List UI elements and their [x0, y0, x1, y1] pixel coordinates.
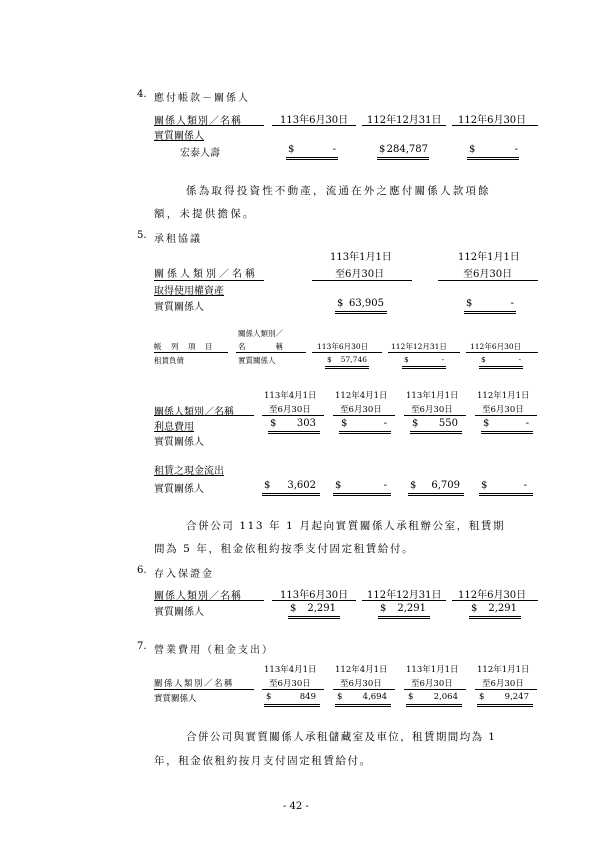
- section5-tableC-r1-value-2: -: [383, 418, 387, 429]
- section7-header-rule-3: [333, 689, 395, 690]
- section4-currency-3: $: [469, 144, 476, 155]
- section5-tableC-r1-total-4b: [481, 433, 533, 434]
- section5-tableC-row2: 實質關係人: [154, 484, 204, 495]
- section4-number: 4.: [137, 89, 147, 100]
- section6-total-rule-2: [378, 616, 430, 617]
- section5-tableB-row-type: 實質關係人: [238, 356, 276, 365]
- section4-value-3: -: [514, 144, 518, 155]
- section4-total-rule-3: [467, 157, 519, 158]
- section7-total-rule-1: [264, 704, 320, 705]
- section7-value-3: 2,064: [433, 692, 458, 702]
- section7-number: 7.: [137, 641, 147, 652]
- section4-row-label: 宏泰人壽: [180, 148, 220, 159]
- section5-row-label: 實質關係人: [154, 302, 204, 313]
- section7-value-2: 4,694: [362, 692, 387, 702]
- section7-currency-3: $: [408, 692, 414, 702]
- section7-total-rule-4: [477, 704, 533, 705]
- section5-currency-2: $: [466, 298, 473, 309]
- section7-total-rule-2: [335, 704, 391, 705]
- section5-tableB-rule-5: [466, 352, 538, 353]
- section6-header-rule-2: [272, 600, 356, 601]
- section7-period-bottom-4: 至6月30日: [482, 679, 524, 689]
- section4-currency-1: $: [288, 144, 295, 155]
- section7-currency-2: $: [337, 692, 343, 702]
- section6-col-label: 關係人類別／名稱: [154, 591, 242, 602]
- section5-tableB-date-1: 113年6月30日: [317, 342, 369, 351]
- section5-value-1: 63,905: [349, 298, 384, 309]
- section6-date-3: 112年6月30日: [458, 590, 527, 601]
- section5-tableC-rule-2: [262, 415, 324, 416]
- section4-date-2: 112年12月31日: [367, 115, 442, 126]
- section5-tableC-r2-currency-2: $: [335, 480, 342, 491]
- section7-total-rule-2b: [335, 706, 391, 707]
- section5-tableB-total-2b: [402, 368, 446, 369]
- section5-tableB-total-1b: [325, 368, 369, 369]
- section6-date-1: 113年6月30日: [280, 590, 349, 601]
- section5-tableC-period-bottom-3: 至6月30日: [411, 405, 453, 415]
- section5-period1-top: 113年1月1日: [330, 252, 392, 263]
- section5-tableC-r1-total-1: [268, 431, 320, 432]
- section6-value-1: 2,291: [307, 603, 336, 614]
- section4-header-rule-1: [154, 125, 264, 126]
- section6-header-rule-4: [452, 600, 538, 601]
- section5-header-rule-3: [438, 280, 538, 281]
- section5-tableC-r2-total-1: [262, 493, 320, 494]
- section5-tableB-type-top: 關係人類別／: [238, 329, 283, 338]
- section5-tableC-r2-value-2: -: [383, 480, 387, 491]
- section5-tableC-r2-currency-1: $: [264, 480, 271, 491]
- section4-heading: 應付帳款－關係人: [154, 93, 250, 104]
- section5-tableC-rule-1: [154, 415, 254, 416]
- section7-value-1: 849: [299, 692, 316, 702]
- section4-total-rule-2: [377, 157, 429, 158]
- section5-tableC-r1-total-2: [339, 431, 391, 432]
- section5-sub-label: 取得使用權資產: [154, 286, 224, 297]
- section5-note-line1: 合併公司 113 年 1 月起向實質關係人承租辦公室，租賃期: [186, 520, 506, 532]
- section6-currency-2: $: [380, 603, 387, 614]
- section4-total-rule-1: [286, 157, 338, 158]
- section5-header-rule-1: [154, 280, 264, 281]
- section5-tableC-rule-5: [475, 415, 537, 416]
- section4-header-rule-4: [452, 125, 538, 126]
- section5-tableC-r1-currency-2: $: [341, 418, 348, 429]
- section5-tableB-type-bottom: 名 稱: [238, 342, 283, 351]
- page-number: - 42 -: [283, 801, 309, 812]
- section5-tableB-row-item: 租賃負債: [154, 356, 184, 365]
- section5-tableB-rule-3: [312, 352, 382, 353]
- section5-tableC-r1-total-4: [481, 431, 533, 432]
- section4-value-1: -: [332, 144, 336, 155]
- section6-row-label: 實質關係人: [154, 607, 204, 618]
- section5-period1-bottom: 至6月30日: [335, 269, 385, 280]
- section5-tableC-r1-total-3b: [410, 433, 462, 434]
- section5-tableC-period-top-3: 113年1月1日: [406, 391, 459, 401]
- section5-currency-1: $: [337, 298, 344, 309]
- section6-currency-3: $: [471, 603, 478, 614]
- section5-tableC-r2-total-3: [408, 493, 464, 494]
- section5-tableB-total-2: [402, 366, 446, 367]
- section7-note-line1: 合併公司與實質關係人承租儲藏室及車位，租賃期間均為 1: [186, 731, 497, 743]
- section5-tableC-r1-total-1b: [268, 433, 320, 434]
- section6-heading: 存入保證金: [154, 569, 214, 580]
- section7-period-top-3: 113年1月1日: [406, 665, 459, 675]
- section5-total-rule-1: [335, 311, 387, 312]
- section5-tableC-sub2: 租賃之現金流出: [154, 466, 224, 477]
- section4-total-rule-1b: [286, 159, 338, 160]
- section5-tableB-total-1: [325, 366, 369, 367]
- section5-tableC-r2-total-3b: [408, 495, 464, 496]
- section5-tableC-r1-value-4: -: [525, 418, 529, 429]
- section5-tableC-r2-total-4b: [479, 495, 533, 496]
- section4-note-line2: 額，未提供擔保。: [154, 208, 256, 220]
- section7-total-rule-4b: [477, 706, 533, 707]
- section5-tableB-date-3: 112年6月30日: [470, 342, 522, 351]
- section5-tableC-r2-value-3: 6,709: [431, 480, 460, 491]
- section5-tableC-rule-3: [333, 415, 395, 416]
- section7-total-rule-3: [406, 704, 462, 705]
- section4-note-line1: 係為取得投資性不動產，流通在外之應付關係人款項餘: [186, 185, 491, 197]
- section7-header-rule-2: [262, 689, 324, 690]
- section5-tableC-period-top-1: 113年4月1日: [264, 391, 317, 401]
- section4-value-2: 284,787: [386, 144, 428, 155]
- section5-tableB-item-header: 帳 列 項 目: [154, 342, 214, 351]
- section5-tableC-period-bottom-1: 至6月30日: [269, 405, 311, 415]
- section4-date-1: 113年6月30日: [280, 115, 349, 126]
- section5-tableC-period-bottom-4: 至6月30日: [482, 405, 524, 415]
- section5-tableB-total-3b: [479, 368, 523, 369]
- section4-col-label: 關係人類別／名稱: [154, 116, 242, 127]
- section5-tableB-value-3: -: [518, 355, 521, 364]
- section5-tableC-r1-currency-3: $: [412, 418, 419, 429]
- section6-header-rule-1: [154, 600, 264, 601]
- section6-date-2: 112年12月31日: [367, 590, 442, 601]
- section4-currency-2: $: [379, 144, 386, 155]
- section4-header-rule-3: [362, 125, 446, 126]
- section6-value-2: 2,291: [397, 603, 426, 614]
- section5-period2-bottom: 至6月30日: [463, 269, 513, 280]
- section7-period-bottom-3: 至6月30日: [411, 679, 453, 689]
- section5-tableC-period-top-2: 112年4月1日: [335, 391, 388, 401]
- section5-tableB-total-3: [479, 366, 523, 367]
- section5-tableC-r1-currency-1: $: [270, 418, 277, 429]
- section5-tableB-currency-1: $: [327, 355, 332, 364]
- section5-tableB-currency-2: $: [404, 355, 409, 364]
- section7-currency-1: $: [266, 692, 272, 702]
- section5-total-rule-1b: [335, 313, 387, 314]
- section5-tableB-rule-1: [154, 352, 228, 353]
- section5-tableC-r2-total-2b: [333, 495, 391, 496]
- section4-header-rule-2: [272, 125, 356, 126]
- section5-tableB-value-1: 57,746: [340, 355, 367, 364]
- section5-tableB-value-2: -: [441, 355, 444, 364]
- section5-tableC-period-bottom-2: 至6月30日: [340, 405, 382, 415]
- section5-tableC-r2-currency-3: $: [410, 480, 417, 491]
- section6-number: 6.: [137, 565, 147, 576]
- section5-note-line2: 間為 5 年，租金依租約按季支付固定租賃給付。: [154, 543, 415, 555]
- section7-total-rule-1b: [264, 706, 320, 707]
- section6-total-rule-2b: [378, 618, 430, 619]
- section7-row-label: 實質關係人: [154, 694, 197, 704]
- section6-currency-1: $: [290, 603, 297, 614]
- section6-header-rule-3: [362, 600, 446, 601]
- section5-tableC-r2-total-2: [333, 493, 391, 494]
- section7-header-rule-4: [404, 689, 466, 690]
- section5-total-rule-2: [464, 311, 516, 312]
- section5-tableC-r1-currency-4: $: [483, 418, 490, 429]
- section5-tableC-period-top-4: 112年1月1日: [477, 391, 530, 401]
- section7-total-rule-3b: [406, 706, 462, 707]
- section7-period-bottom-2: 至6月30日: [340, 679, 382, 689]
- section5-tableB-rule-2: [236, 352, 306, 353]
- section6-total-rule-3: [469, 616, 521, 617]
- section5-tableC-sub1: 利息費用: [154, 422, 194, 433]
- section7-heading: 營業費用（租金支出）: [154, 645, 274, 656]
- section4-total-rule-2b: [377, 159, 429, 160]
- section6-total-rule-3b: [469, 618, 521, 619]
- section6-total-rule-1b: [288, 618, 340, 619]
- section5-tableC-r2-value-4: -: [523, 480, 527, 491]
- section5-header-rule-2: [312, 280, 412, 281]
- section7-header-rule-5: [475, 689, 537, 690]
- section5-tableC-r1-total-3: [410, 431, 462, 432]
- section6-total-rule-1: [288, 616, 340, 617]
- section5-tableC-r1-value-3: 550: [438, 418, 458, 429]
- section7-currency-4: $: [479, 692, 485, 702]
- section5-total-rule-2b: [464, 313, 516, 314]
- section5-number: 5.: [137, 230, 147, 241]
- section5-tableC-r1-total-2b: [339, 433, 391, 434]
- section5-heading: 承租協議: [154, 234, 202, 245]
- section5-tableC-col-label: 關係人類別／名稱: [154, 407, 234, 418]
- section5-tableC-r2-currency-4: $: [481, 480, 488, 491]
- section5-value-2: -: [510, 298, 514, 309]
- section7-note-line2: 年，租金依租約按月支付固定租賃給付。: [154, 755, 372, 767]
- section5-tableB-rule-4: [388, 352, 460, 353]
- section7-col-label: 關係人類別／名稱: [154, 679, 235, 689]
- section5-period2-top: 112年1月1日: [458, 252, 520, 263]
- section4-total-rule-3b: [467, 159, 519, 160]
- section5-tableC-r1-value-1: 303: [296, 418, 316, 429]
- section5-tableC-rule-4: [404, 415, 466, 416]
- section7-header-rule-1: [154, 689, 254, 690]
- section5-tableC-r2-total-4: [479, 493, 533, 494]
- section5-tableC-r2-total-1b: [262, 495, 320, 496]
- section7-period-top-4: 112年1月1日: [477, 665, 530, 675]
- section5-tableC-row1: 實質關係人: [154, 437, 204, 448]
- section5-tableC-r2-value-1: 3,602: [287, 480, 316, 491]
- section5-tableB-currency-3: $: [481, 355, 486, 364]
- section5-col-label: 關係人類別／名稱: [154, 269, 258, 280]
- section6-value-3: 2,291: [488, 603, 517, 614]
- section4-group-label: 實質關係人: [154, 131, 204, 142]
- section7-value-4: 9,247: [504, 692, 529, 702]
- section7-period-bottom-1: 至6月30日: [269, 679, 311, 689]
- section7-period-top-1: 113年4月1日: [264, 665, 317, 675]
- section4-date-3: 112年6月30日: [458, 115, 527, 126]
- section5-tableB-date-2: 112年12月31日: [391, 342, 447, 351]
- section7-period-top-2: 112年4月1日: [335, 665, 388, 675]
